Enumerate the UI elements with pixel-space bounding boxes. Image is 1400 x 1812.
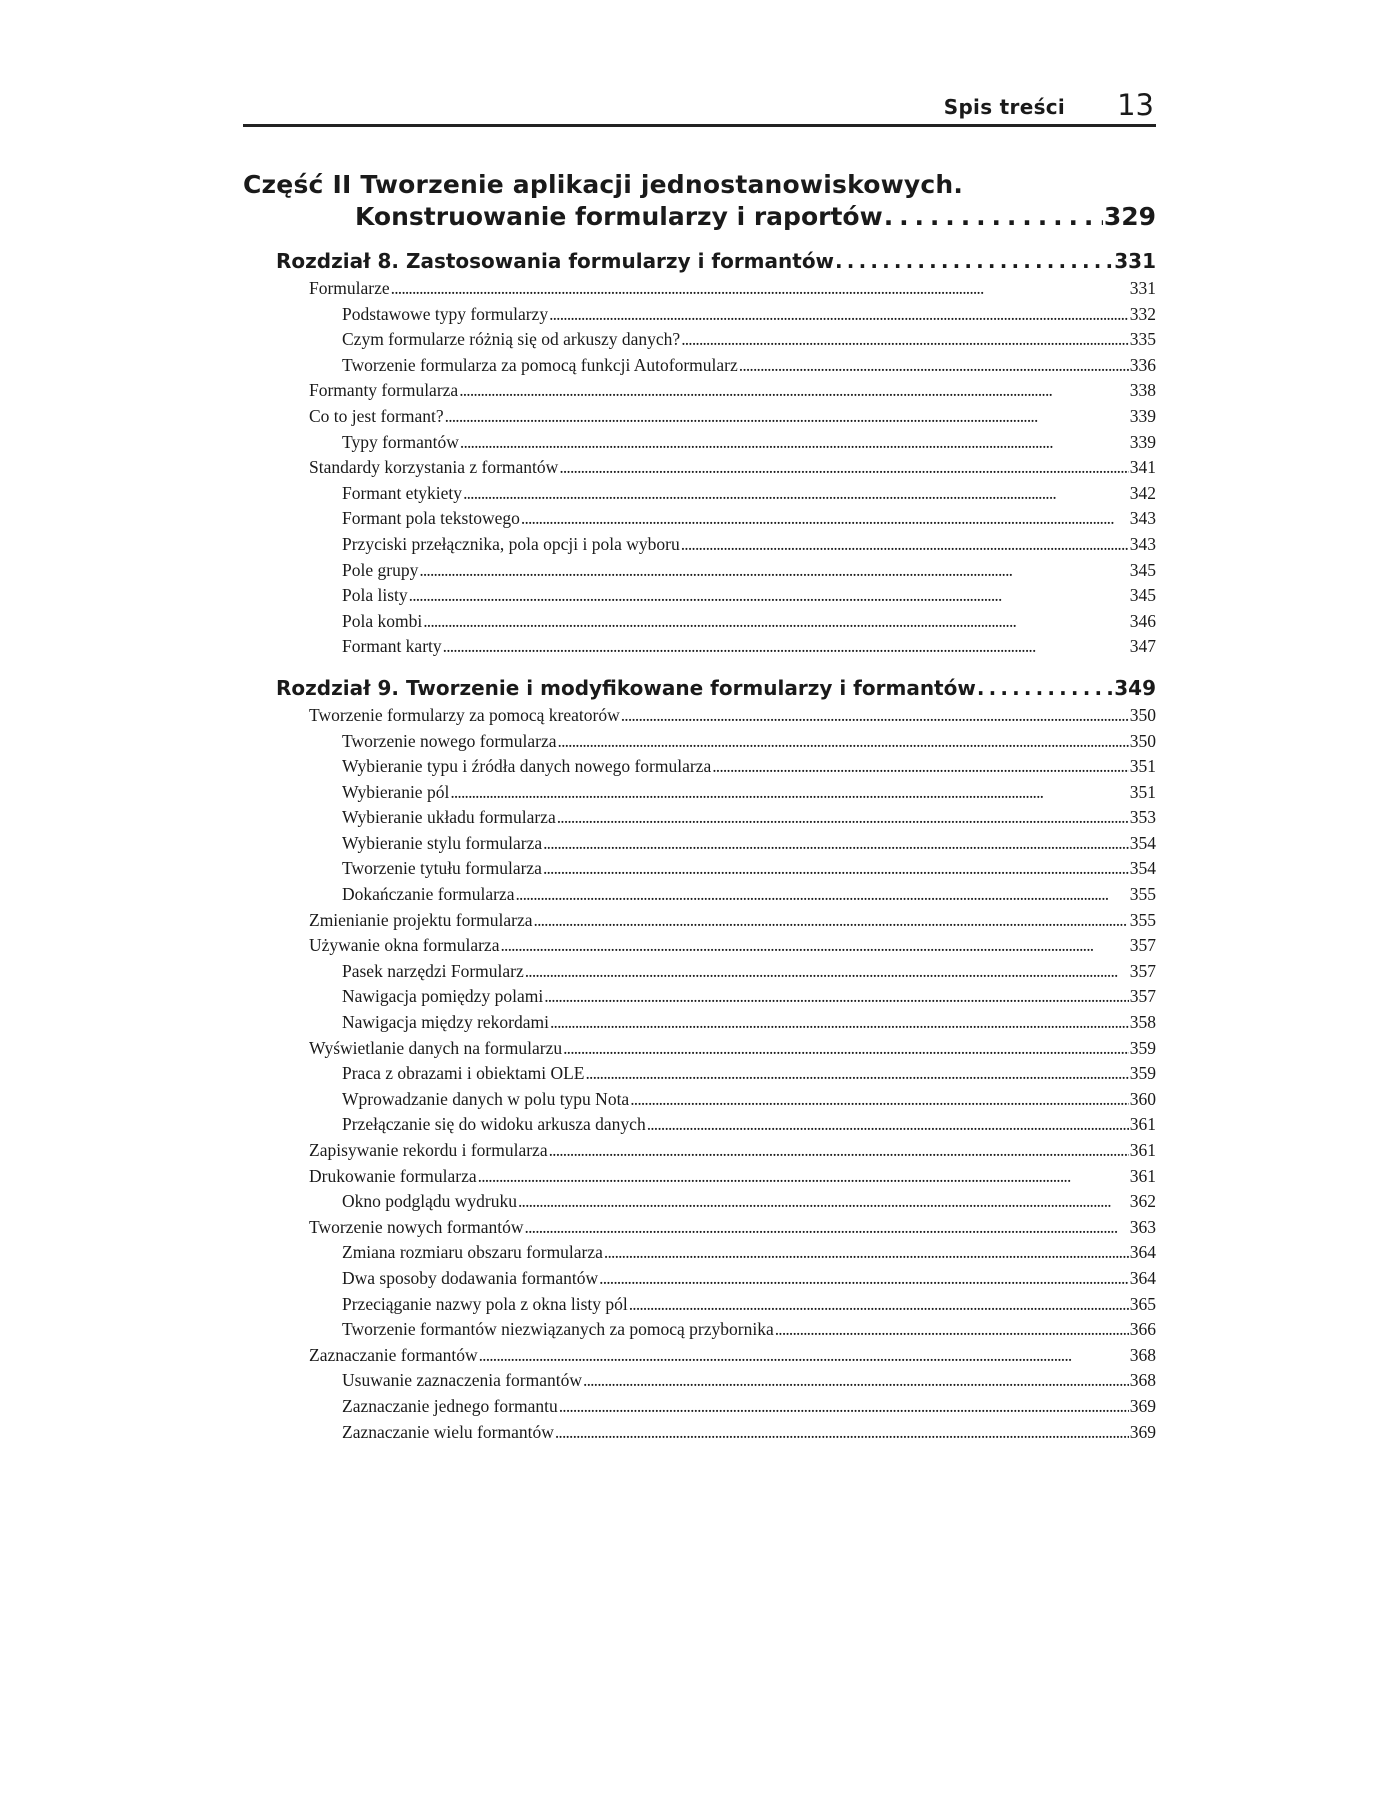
toc-entry-label: Zapisywanie rekordu i formularza [309,1140,548,1160]
toc-entry [243,984,1156,1010]
toc-entry [243,327,1156,353]
toc-entry [243,805,1156,831]
toc-entry [243,703,1156,729]
toc-entry [243,1343,1156,1369]
toc-entry-page: 343 [1129,533,1156,554]
toc-entry-page: 369 [1129,1421,1156,1442]
dot-leader [558,729,1129,755]
toc-entry-label: Pasek narzędzi Formularz [342,960,524,981]
dot-leader [534,908,1129,934]
toc-entry [243,353,1156,379]
toc-entry-page: 353 [1129,807,1156,828]
toc-entry-page: 355 [1129,884,1156,905]
dot-leader [543,856,1129,882]
dot-leader [459,378,1129,404]
part-heading [243,169,1156,233]
dot-leader [515,882,1128,908]
toc-page [243,80,1156,1445]
toc-entry-label: Tworzenie formantów niezwiązanych za pomocą przybornika [342,1319,774,1340]
toc-entry-page: 359 [1129,1037,1156,1058]
toc-entry-page: 336 [1129,354,1156,375]
dot-leader [525,1215,1129,1241]
toc-entry-page: 365 [1129,1293,1156,1314]
toc-entry-page: 361 [1129,1140,1156,1160]
chapter-entries [243,276,1156,660]
toc-entry-page: 360 [1129,1088,1156,1109]
toc-entry [243,1138,1156,1164]
toc-entry-page: 361 [1129,1114,1156,1135]
toc-entry-label: Formant karty [342,636,442,657]
dot-leader [423,609,1129,635]
toc-entry [243,302,1156,328]
toc-entry-label: Wybieranie stylu formularza [342,832,543,853]
dot-leader [419,558,1128,584]
dot-leader [443,634,1129,660]
toc-entry-label: Formant etykiety [342,482,463,503]
toc-entry-page: 354 [1129,858,1156,879]
toc-entry-label: Wybieranie pól [342,781,450,802]
toc-entry-page: 338 [1129,380,1156,401]
dot-leader [630,1087,1129,1113]
dot-leader [621,703,1129,729]
chapter-heading [243,248,1156,274]
toc-entry-label: Używanie okna formularza [309,935,500,956]
toc-entry-label: Co to jest formant? [309,405,444,426]
dot-leader [559,1394,1129,1420]
dot-leader [550,1010,1129,1036]
toc-entry-page: 358 [1129,1012,1156,1033]
part-title-line2-row [243,201,1156,233]
dot-leader [557,805,1129,831]
toc-entry-label: Przełączanie się do widoku arkusza danych [342,1114,646,1135]
dot-leader [463,481,1129,507]
toc-entry-page: 357 [1129,960,1156,981]
toc-entry [243,404,1156,430]
toc-entry [243,276,1156,302]
toc-entry [243,1368,1156,1394]
dot-leader [409,583,1129,609]
dot-leader [583,1368,1129,1394]
toc-entry-label: Przyciski przełącznika, pola opcji i pola wyboru [342,533,680,554]
toc-entry [243,933,1156,959]
toc-entry [243,1164,1156,1190]
toc-entry-label: Praca z obrazami i obiektami OLE [342,1063,585,1084]
toc-entry-label: Tworzenie tytułu formularza [342,858,542,879]
toc-entry [243,1087,1156,1113]
toc-entry-page: 341 [1129,457,1156,478]
toc-entry-page: 357 [1129,935,1156,956]
part-title-line2: Konstruowanie formularzy i raportów [355,202,883,231]
toc-entry-label: Pola kombi [342,610,423,631]
toc-entry [243,856,1156,882]
toc-entry-page: 359 [1129,1063,1156,1084]
toc-entry [243,1189,1156,1215]
toc-entry [243,634,1156,660]
toc-entry [243,558,1156,584]
toc-entry [243,609,1156,635]
toc-entry-page: 335 [1129,329,1156,350]
dot-leader [521,506,1129,532]
toc-entry-label: Zaznaczanie jednego formantu [342,1395,558,1416]
part-page: 329 [1103,202,1156,231]
toc-entry [243,1036,1156,1062]
toc-entry-page: 350 [1129,730,1156,751]
dot-leader [543,831,1129,857]
toc-entry-page: 346 [1129,610,1156,631]
running-header [243,80,1156,127]
dot-leader [549,302,1129,328]
toc-entry-page: 366 [1129,1319,1156,1340]
dot-leader [525,959,1129,985]
dot-leader [647,1112,1129,1138]
toc-entry-page: 345 [1129,585,1156,606]
toc-entry-label: Nawigacja między rekordami [342,1012,549,1033]
dot-leader [681,532,1129,558]
chapter-heading [243,675,1156,701]
toc-entry-page: 339 [1129,405,1156,426]
toc-entry-label: Dwa sposoby dodawania formantów [342,1267,599,1288]
toc-entry-label: Podstawowe typy formularzy [342,303,549,324]
toc-entry-label: Nawigacja pomiędzy polami [342,986,544,1007]
dot-leader [559,455,1128,481]
toc-entry-page: 350 [1129,704,1156,725]
toc-entry-label: Tworzenie nowych formantów [309,1216,524,1237]
toc-entry-label: Drukowanie formularza [309,1165,477,1186]
part-title-line1: Część II Tworzenie aplikacji jednostanowiskowych. [243,170,964,199]
toc-entry-label: Typy formantów [342,431,459,452]
dot-leader [445,404,1129,430]
toc-entry [243,908,1156,934]
dot-leader [450,780,1128,806]
toc-entry [243,1292,1156,1318]
toc-entry [243,1010,1156,1036]
toc-entry [243,455,1156,481]
toc-entry [243,583,1156,609]
dot-leader [599,1266,1129,1292]
chapter-entries [243,703,1156,1445]
dot-leader [884,201,1103,233]
toc-entry-page: 364 [1129,1267,1156,1288]
toc-entry-label: Wybieranie typu i źródła danych nowego formularza [342,756,712,777]
toc-entry [243,882,1156,908]
chapter-page: 349 [1114,675,1156,700]
page-number: 13 [1117,88,1154,122]
dot-leader [549,1138,1129,1164]
toc-entry-label: Okno podglądu wydruku [342,1191,517,1212]
toc-entry-label: Formularze [309,278,390,298]
toc-entry-page: 368 [1129,1370,1156,1391]
toc-entry [243,430,1156,456]
toc-entry [243,729,1156,755]
dot-leader [500,933,1128,959]
dot-leader [977,675,1113,701]
toc-entry-page: 351 [1129,756,1156,777]
toc-entry-page: 332 [1129,303,1156,324]
toc-entry [243,378,1156,404]
dot-leader [391,276,1129,302]
toc-entry-page: 368 [1129,1344,1156,1365]
toc-entry-label: Przeciąganie nazwy pola z okna listy pól [342,1293,628,1314]
toc-entry-label: Tworzenie nowego formularza [342,730,557,751]
toc-entry [243,532,1156,558]
dot-leader [604,1240,1129,1266]
dot-leader [479,1343,1129,1369]
toc-entry [243,1112,1156,1138]
toc-entry [243,1240,1156,1266]
toc-entry [243,780,1156,806]
toc-entry-label: Tworzenie formularza za pomocą funkcji Autoformularz [342,354,738,375]
toc-entry [243,1061,1156,1087]
dot-leader [629,1292,1129,1318]
toc-entry-label: Formanty formularza [309,380,459,401]
toc-entry-page: 362 [1129,1191,1156,1212]
toc-entry [243,754,1156,780]
toc-entry-page: 364 [1129,1242,1156,1263]
dot-leader [518,1189,1129,1215]
toc-entry-page: 363 [1129,1216,1156,1237]
toc-entry-label: Zmiana rozmiaru obszaru formularza [342,1242,603,1263]
running-title: Spis treści [943,95,1066,119]
toc-entry-label: Zaznaczanie formantów [309,1344,478,1365]
dot-leader [544,984,1129,1010]
dot-leader [460,430,1129,456]
dot-leader [563,1036,1129,1062]
toc-entry [243,481,1156,507]
toc-entry [243,959,1156,985]
toc-entry-label: Wybieranie układu formularza [342,807,556,828]
dot-leader [739,353,1129,379]
toc-entry-label: Formant pola tekstowego [342,508,520,529]
toc-entry-page: 331 [1129,278,1156,298]
dot-leader [835,248,1113,274]
toc-entry [243,1266,1156,1292]
chapter-title: Rozdział 8. Zastosowania formularzy i formantów [276,249,835,273]
toc-entry [243,1215,1156,1241]
toc-entry-label: Usuwanie zaznaczenia formantów [342,1370,583,1391]
toc-entry-page: 357 [1129,986,1156,1007]
toc-entry-label: Pole grupy [342,559,419,580]
toc-entry-page: 342 [1129,482,1156,503]
toc-entry [243,1420,1156,1446]
toc-entry-page: 355 [1129,909,1156,930]
chapter-page: 331 [1114,249,1156,273]
toc-entry-label: Zmienianie projektu formularza [309,909,533,930]
toc-entry [243,506,1156,532]
toc-entry [243,831,1156,857]
dot-leader [712,754,1129,780]
toc-entry-page: 347 [1129,636,1156,657]
toc-entry-label: Czym formularze różnią się od arkuszy danych? [342,329,681,350]
toc-entry [243,1317,1156,1343]
toc-entry-page: 343 [1129,508,1156,529]
dot-leader [555,1420,1129,1446]
toc-entry-label: Wprowadzanie danych w polu typu Nota [342,1088,630,1109]
toc-entry-page: 361 [1129,1165,1156,1186]
toc-entry-page: 354 [1129,832,1156,853]
toc-entry-page: 369 [1129,1395,1156,1416]
chapter-title: Rozdział 9. Tworzenie i modyfikowane formularzy i formantów [276,675,976,700]
toc-entry-label: Standardy korzystania z formantów [309,457,559,478]
dot-leader [775,1317,1129,1343]
dot-leader [681,327,1129,353]
toc-entry [243,1394,1156,1420]
toc-entry-label: Pola listy [342,585,408,606]
toc-entry-label: Dokańczanie formularza [342,884,515,905]
toc-entry-page: 339 [1129,431,1156,452]
toc-entry-label: Wyświetlanie danych na formularzu [309,1037,563,1058]
dot-leader [478,1164,1129,1190]
toc-entry-page: 351 [1129,781,1156,802]
toc-entry-page: 345 [1129,559,1156,580]
dot-leader [585,1061,1128,1087]
toc-entry-label: Tworzenie formularzy za pomocą kreatorów [309,704,620,725]
toc-entry-label: Zaznaczanie wielu formantów [342,1421,554,1442]
